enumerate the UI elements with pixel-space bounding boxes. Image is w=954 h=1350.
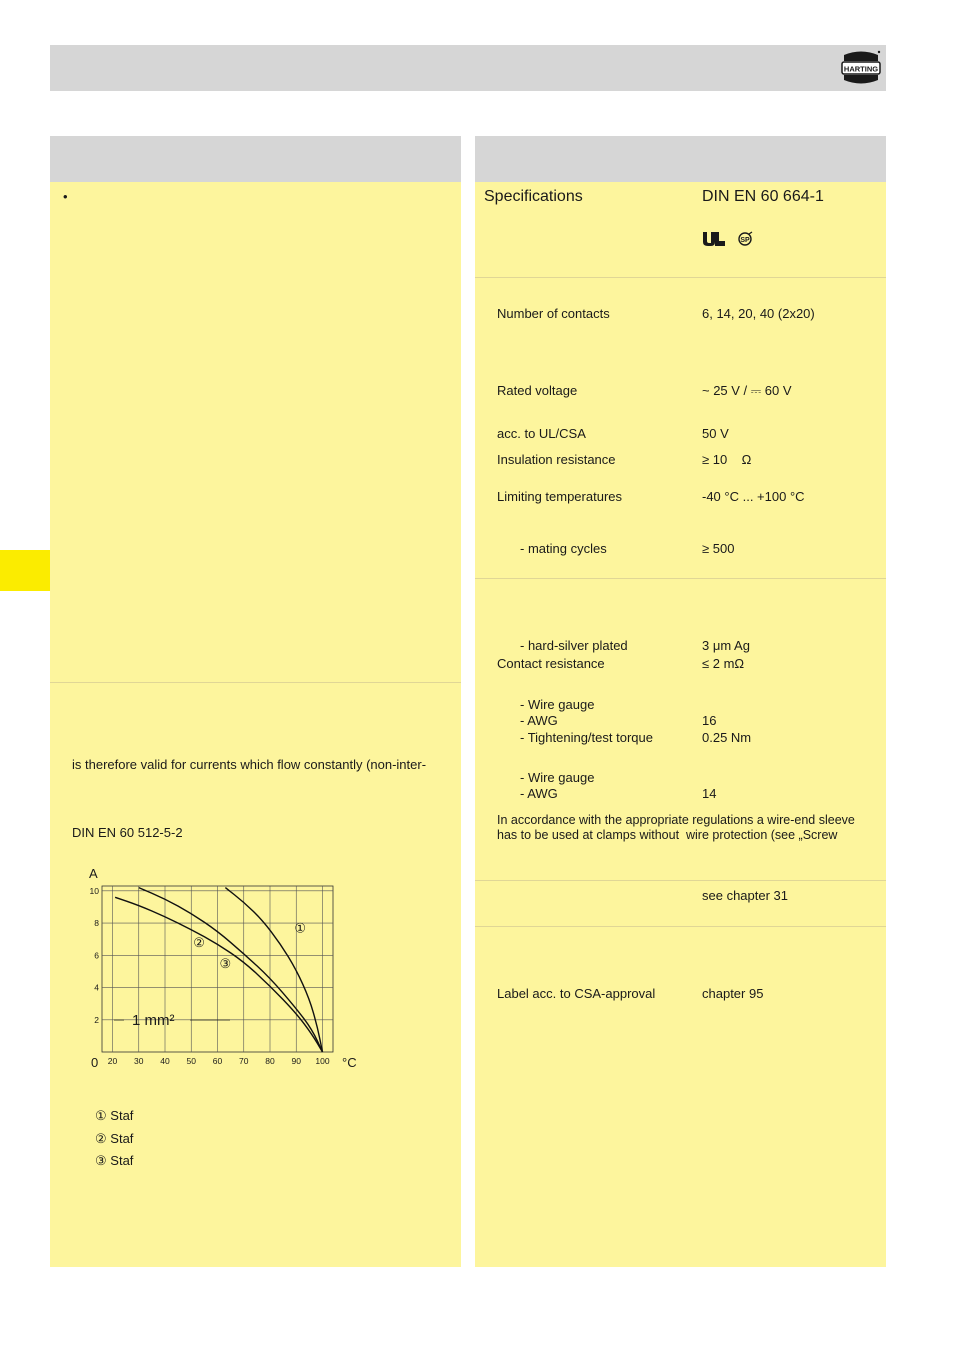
y-tick-label: 2 — [94, 1014, 99, 1025]
logo-text: HARTING — [843, 64, 879, 74]
y-tick-labels — [90, 886, 100, 1025]
x-tick-label: 100 — [315, 1056, 330, 1066]
row-value: 6, 14, 20, 40 (2x20) — [702, 306, 815, 321]
harting-logo — [838, 46, 884, 90]
csa-label-value: chapter 95 — [702, 986, 764, 1001]
x-tick-label: 80 — [265, 1056, 275, 1066]
specifications-label: Specifications — [484, 188, 583, 205]
row-value: ≤ 2 mΩ — [702, 656, 745, 671]
y-tick-label: 4 — [94, 982, 99, 993]
legend-item-1 — [95, 1108, 133, 1124]
x-tick-label: 60 — [212, 1056, 223, 1066]
see-chapter-value: see chapter 31 — [702, 888, 789, 903]
right-divider-3 — [475, 880, 886, 881]
row-value: 3 μm Ag — [702, 638, 750, 653]
row-label: Insulation resistance — [497, 452, 616, 467]
current-text: is therefore valid for currents which flow constantly (non-inter- — [72, 757, 427, 772]
x-axis-unit: °C — [342, 1055, 357, 1070]
chapter-side-tab — [0, 550, 50, 591]
svg-text:SP: SP — [740, 237, 750, 244]
curve-label: ③ — [219, 956, 232, 972]
row-label: - AWG — [520, 713, 558, 728]
right-divider-4 — [475, 926, 886, 927]
right-divider-1 — [475, 277, 886, 278]
row-value: 14 — [702, 786, 717, 801]
x-tick-label: 50 — [186, 1056, 196, 1066]
legend-item-2 — [95, 1131, 133, 1147]
legend-label: Staf — [110, 1108, 134, 1123]
y-tick-label: 8 — [94, 918, 99, 929]
y-axis-label: A — [89, 866, 98, 881]
specifications-value: DIN EN 60 664-1 — [702, 188, 824, 205]
legend-label: Staf — [110, 1131, 134, 1146]
x-tick-labels — [108, 1056, 330, 1066]
row-label: Contact resistance — [497, 656, 605, 671]
row-label: - AWG — [520, 786, 558, 801]
curve-1 — [225, 888, 322, 1052]
row-label: Rated voltage — [497, 383, 578, 398]
row-value: ~ 25 V / ⎓ 60 V — [702, 383, 792, 398]
row-label: - Wire gauge — [520, 770, 595, 785]
left-divider — [50, 682, 461, 683]
approval-marks — [702, 229, 762, 249]
wire-sleeve-note-line1: In accordance with the appropriate regulations a wire-end sleeve — [497, 813, 855, 827]
row-label: - Wire gauge — [520, 697, 595, 712]
row-label: - Tightening/test torque — [520, 730, 653, 745]
row-value: ≥ 10 Ω — [702, 452, 752, 467]
y-tick-label: 10 — [89, 885, 99, 896]
row-label: - mating cycles — [520, 541, 607, 556]
row-value: 50 V — [702, 426, 729, 441]
curve-label: ② — [193, 935, 205, 951]
row-value: 0.25 Nm — [702, 730, 752, 745]
csa-label: Label acc. to CSA-approval — [497, 986, 656, 1001]
row-label: acc. to UL/CSA — [497, 426, 586, 441]
legend-symbol: ③ — [95, 1153, 107, 1168]
y-tick-label: 6 — [94, 950, 99, 961]
right-divider-2 — [475, 578, 886, 579]
curve-label: ① — [294, 920, 307, 936]
x-tick-label: 40 — [160, 1056, 170, 1066]
row-label: - hard-silver plated — [520, 638, 628, 653]
row-value: ≥ 500 — [702, 541, 735, 556]
row-label: Number of contacts — [497, 306, 610, 321]
legend-label: Staf — [110, 1153, 134, 1168]
legend-symbol: ① — [95, 1108, 107, 1123]
header-bar — [50, 45, 886, 91]
bullet: • — [63, 189, 68, 204]
right-column-header — [475, 136, 886, 182]
legend-symbol: ② — [95, 1131, 107, 1146]
cross-section-annotation: 1 mm² — [132, 1012, 175, 1029]
standard-text: DIN EN 60 512-5-2 — [72, 825, 183, 840]
left-column-header — [50, 136, 461, 182]
left-column-body — [50, 182, 461, 1267]
ul-recognized-icon — [703, 232, 725, 246]
curve-labels — [193, 921, 306, 971]
row-label: Limiting temperatures — [497, 489, 622, 504]
wire-sleeve-note-line2: has to be used at clamps without wire protection (see „Screw — [497, 828, 838, 842]
x-tick-label: 20 — [107, 1056, 118, 1066]
csa-icon — [739, 232, 752, 245]
x-tick-label: 30 — [134, 1056, 144, 1066]
row-value: -40 °C ... +100 °C — [702, 489, 805, 504]
row-value: 16 — [702, 713, 717, 728]
x-tick-label: 70 — [239, 1056, 249, 1066]
x-tick-label: 90 — [291, 1056, 301, 1066]
derating-chart — [80, 862, 380, 1074]
origin-label: 0 — [91, 1055, 99, 1070]
legend-item-3 — [95, 1153, 133, 1169]
